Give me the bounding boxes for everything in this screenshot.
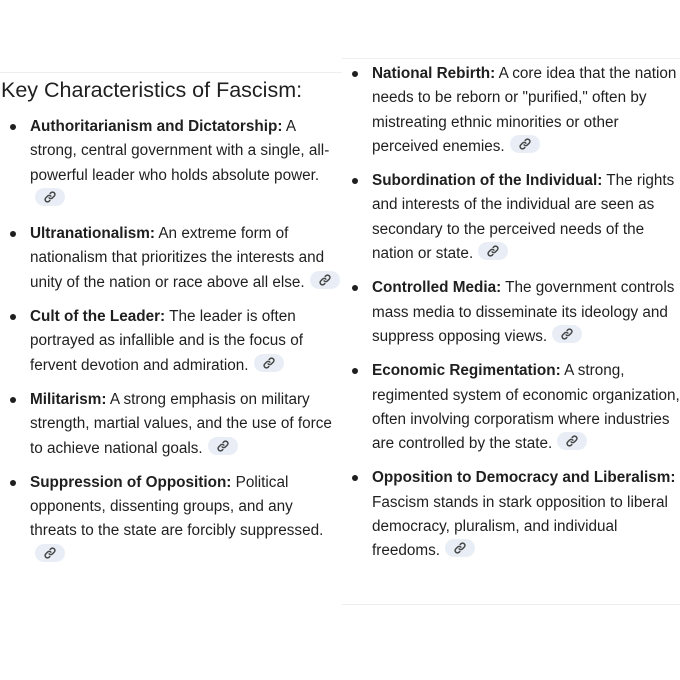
item-term: Ultranationalism:	[30, 225, 155, 243]
item-term: National Rebirth:	[372, 65, 496, 82]
list-item	[342, 466, 680, 563]
item-description: A core idea that the nation needs to be reborn or "purified," often by mistreating ethnic minorities or other perceived enemies.	[372, 65, 677, 155]
item-term: Suppression of Opposition:	[30, 473, 232, 491]
source-link-button[interactable]	[478, 242, 508, 260]
bullet-icon	[352, 285, 358, 291]
list-item	[0, 222, 342, 295]
item-description: A strong emphasis on military strength, martial values, and the use of force to achieve national goals.	[30, 390, 332, 457]
item-description: A strong, regimented system of economic organization, often involving corporatism where industries are controlled by the state.	[372, 362, 680, 453]
link-icon	[43, 546, 57, 560]
page-title: Key Characteristics of Fascism:	[1, 78, 303, 102]
source-link-button[interactable]	[208, 437, 238, 455]
item-description: The leader is often portrayed as infallible and is the focus of fervent devotion and admiration.	[30, 308, 303, 374]
source-link-button[interactable]	[445, 539, 475, 557]
list-item	[342, 359, 680, 456]
source-link-button[interactable]	[254, 354, 284, 372]
bullet-icon	[352, 178, 358, 184]
link-icon	[565, 434, 579, 448]
item-description: Fascism stands in stark opposition to liberal democracy, pluralism, and individual freedoms.	[372, 493, 668, 560]
bullet-icon	[352, 368, 358, 374]
link-icon	[43, 190, 57, 204]
bullet-icon	[352, 475, 358, 481]
source-link-button[interactable]	[510, 135, 540, 153]
item-term: Subordination of the Individual:	[372, 172, 603, 190]
source-link-button[interactable]	[310, 271, 340, 289]
item-description: The rights and interests of the individual are seen as secondary to the perceived needs of the nation or state.	[372, 172, 675, 263]
list-item	[0, 305, 342, 378]
source-link-button[interactable]	[35, 188, 65, 206]
item-term: Cult of the Leader:	[30, 308, 166, 326]
list-item	[342, 169, 680, 266]
source-link-button[interactable]	[552, 325, 582, 343]
item-term: Economic Regimentation:	[372, 362, 561, 380]
characteristics-list-left	[0, 115, 342, 578]
item-description: The government controls mass media to disseminate its ideology and suppress opposing views.	[372, 279, 675, 345]
bullet-icon	[10, 231, 16, 237]
bullet-icon	[352, 71, 358, 77]
item-description: An extreme form of nationalism that prioritizes the interests and unity of the nation or race above all else.	[30, 225, 325, 291]
bullet-icon	[10, 480, 16, 486]
item-term: Militarism:	[30, 390, 107, 408]
link-icon	[518, 137, 532, 151]
right-panel-top-divider	[342, 58, 680, 59]
right-panel-bottom-divider	[342, 604, 680, 605]
source-link-button[interactable]	[35, 544, 65, 562]
list-item	[342, 62, 680, 159]
list-item	[0, 471, 342, 568]
left-panel-top-divider	[0, 72, 342, 73]
item-description: Political opponents, dissenting groups, and any threats to the state are forcibly suppressed.	[30, 473, 324, 540]
item-term: Authoritarianism and Dictatorship:	[30, 118, 283, 135]
link-icon	[216, 439, 230, 453]
source-link-button[interactable]	[557, 432, 587, 450]
link-icon	[453, 541, 467, 555]
bullet-icon	[10, 124, 16, 130]
link-icon	[560, 327, 574, 341]
bullet-icon	[10, 397, 16, 403]
list-item	[0, 388, 342, 461]
characteristics-list-right	[342, 62, 680, 574]
link-icon	[262, 356, 276, 370]
item-description: A strong, central government with a single, all-powerful leader who holds absolute power.	[30, 118, 330, 184]
item-term: Controlled Media:	[372, 279, 502, 297]
link-icon	[318, 273, 332, 287]
list-item	[0, 115, 342, 212]
item-term: Opposition to Democracy and Liberalism:	[372, 469, 676, 487]
link-icon	[486, 244, 500, 258]
list-item	[342, 276, 680, 349]
bullet-icon	[10, 314, 16, 320]
